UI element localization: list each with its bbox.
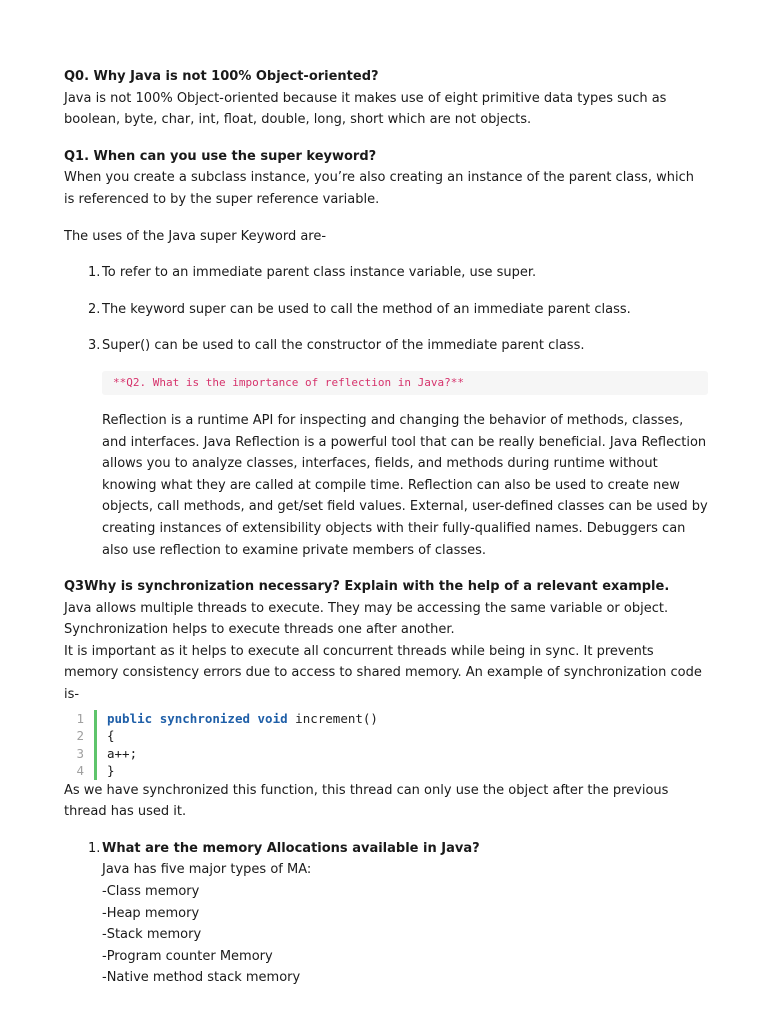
q1-uses-list xyxy=(64,262,708,357)
line-number: 1 xyxy=(76,710,84,726)
parens: () xyxy=(362,710,378,726)
line-number: 2 xyxy=(76,728,84,744)
list-item xyxy=(64,838,708,989)
memory-type: -Class memory xyxy=(102,884,200,900)
q2-code-title: **Q2. What is the importance of reflection in Java?** xyxy=(102,371,708,395)
q2-body: Reflection is a runtime API for inspecting and changing the behavior of methods, classes, and interfaces. Java Reflection is a powerful tool that can be really beneficial. Java Reflection allows you to analyze classes, interfaces, fields, and methods during runtime without knowing what they are called at compile time. Reflection can also be used to create new objects, call methods, and get/set field values. External, user-defined classes can be used by creating instances of extensibility objects with their fully-qualified names. Debuggers can also use reflection to examine private members of classes. xyxy=(102,412,708,558)
list-item xyxy=(64,335,708,357)
q3-body-1: Java allows multiple threads to execute. They may be accessing the same variable or object. Synchronization helps to execute threads one after another. xyxy=(64,600,669,638)
q4-list xyxy=(64,838,708,989)
list-item xyxy=(64,262,708,284)
code-line-3: a++; xyxy=(107,745,138,761)
q3-title: Q3Why is synchronization necessary? Explain with the help of a relevant example. xyxy=(64,579,670,595)
memory-type: -Native method stack memory xyxy=(102,970,301,986)
code-line-1 xyxy=(107,710,378,728)
function-name: increment xyxy=(295,710,363,726)
code-lines xyxy=(97,710,378,780)
keyword-void: void xyxy=(257,710,288,726)
list-number: 1. xyxy=(88,265,101,281)
line-number-gutter xyxy=(64,710,97,780)
line-number: 3 xyxy=(76,745,84,761)
code-block xyxy=(64,710,708,780)
code-line-2: { xyxy=(107,728,115,744)
q1-title: Q1. When can you use the super keyword? xyxy=(64,148,377,164)
list-item xyxy=(64,299,708,321)
q1-uses-intro: The uses of the Java super Keyword are- xyxy=(64,228,327,244)
list-number: 1. xyxy=(88,840,101,856)
memory-type: -Program counter Memory xyxy=(102,948,273,964)
memory-type: -Stack memory xyxy=(102,927,202,943)
keyword-public: public xyxy=(107,710,153,726)
q0-body: Java is not 100% Object-oriented because it makes use of eight primitive data types such as boolean, byte, char, int, float, double, long, short which are not objects. xyxy=(64,90,667,128)
list-number: 3. xyxy=(88,338,101,354)
list-text: Super() can be used to call the constructor of the immediate parent class. xyxy=(102,338,585,354)
document-content xyxy=(64,66,708,989)
q3-after: As we have synchronized this function, this thread can only use the object after the previous thread has used it. xyxy=(64,782,669,820)
q3-body-2: It is important as it helps to execute all concurrent threads while being in sync. It prevents memory consistency errors due to access to shared memory. An example of synchronization code is- xyxy=(64,643,702,703)
list-text: The keyword super can be used to call the method of an immediate parent class. xyxy=(102,301,631,317)
code-line-4: } xyxy=(107,763,115,779)
q1-body: When you create a subclass instance, you’re also creating an instance of the parent class, which is referenced to by the super reference variable. xyxy=(64,170,694,207)
list-text: To refer to an immediate parent class instance variable, use super. xyxy=(102,265,537,281)
q4-title: What are the memory Allocations available in Java? xyxy=(102,840,480,856)
memory-type: -Heap memory xyxy=(102,905,200,921)
line-number: 4 xyxy=(76,763,84,779)
q0-title: Q0. Why Java is not 100% Object-oriented? xyxy=(64,69,379,84)
q4-intro: Java has five major types of MA: xyxy=(102,862,312,878)
keyword-synchronized: synchronized xyxy=(159,710,250,726)
list-number: 2. xyxy=(88,301,101,317)
